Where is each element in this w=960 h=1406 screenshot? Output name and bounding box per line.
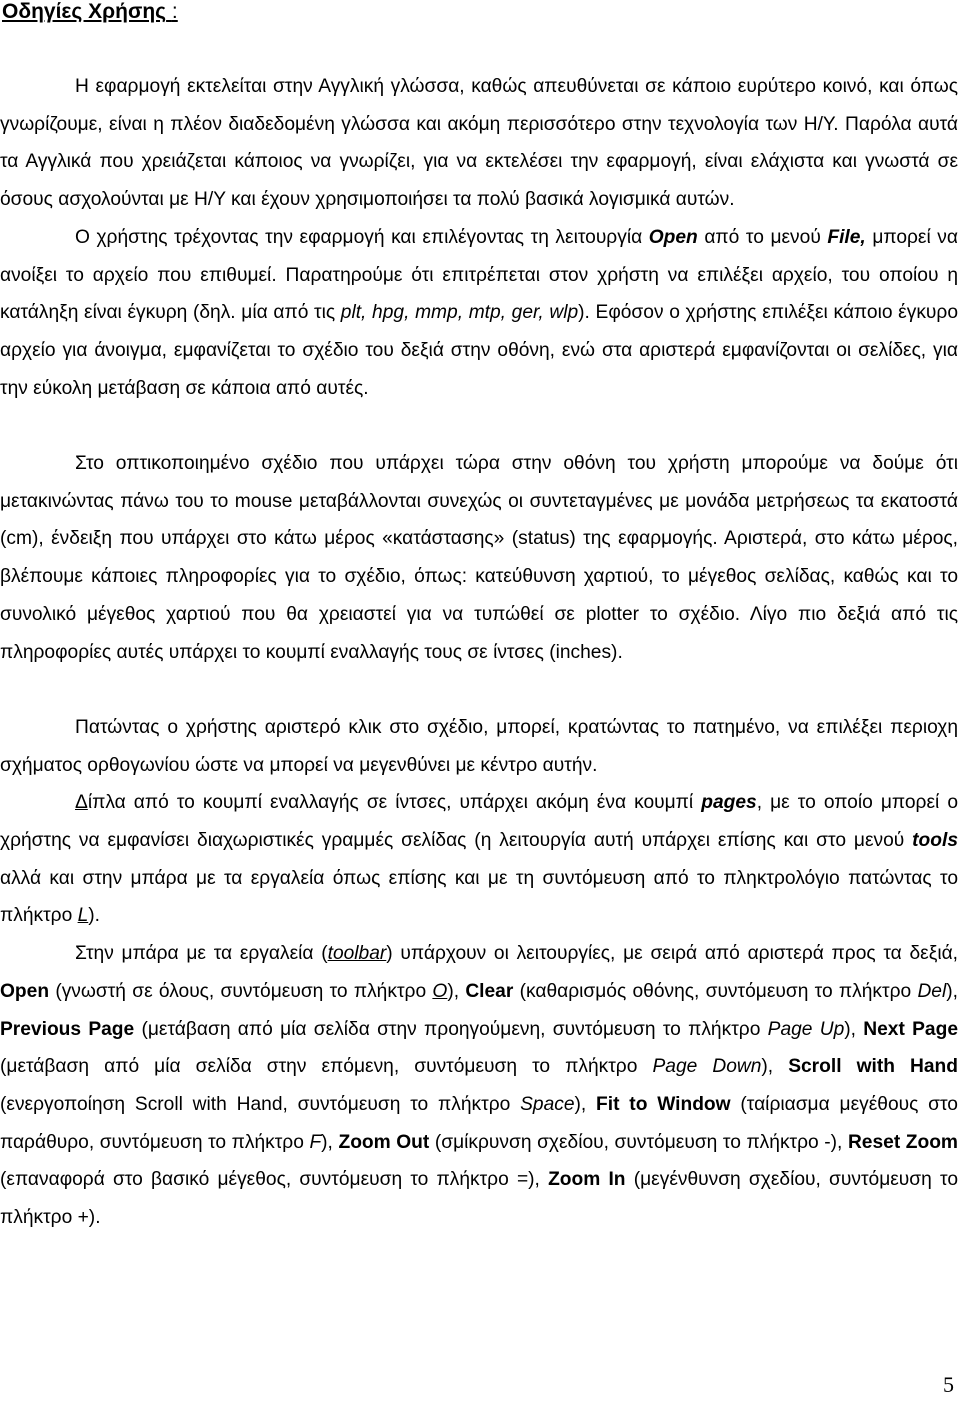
emphasized-text: Page Up xyxy=(767,1018,845,1040)
emphasized-text: toolbar xyxy=(327,943,387,965)
emphasized-text: Previous Page xyxy=(0,1018,135,1040)
text-run: (επαναφορά στο βασικό μέγεθος, συντόμευση το πλήκτρο =), xyxy=(0,1169,549,1191)
text-run: (γνωστή σε όλους, συντόμευση το πλήκτρο xyxy=(49,980,433,1002)
text-run: αλλά και στην μπάρα με τα εργαλεία όπως επίσης και με τη συντόμευση από το πληκτρολόγιο πατώντας το πλήκτρο xyxy=(0,867,958,927)
emphasized-text: tools xyxy=(912,830,958,852)
heading-title: Οδηγίες Χρήσης xyxy=(2,0,167,23)
emphasized-text: Scroll with Hand xyxy=(788,1056,958,1078)
emphasized-text: Fit to Window xyxy=(596,1093,731,1115)
text-run: ) υπάρχουν οι λειτουργίες, με σειρά από αριστερά προς τα δεξιά, xyxy=(386,943,959,965)
text-run: ), xyxy=(844,1018,864,1040)
text-run: μπορεί να ανοίξει το αρχείο που επιθυμεί. Παρατηρούμε ότι επιτρέπεται στον χρήστη να επιλέξει αρχείο, του οποίου η κατάληξη είναι έγκυρη (δηλ. μία από τις xyxy=(0,226,958,324)
text-run: ), xyxy=(447,980,466,1002)
text-run: από το μενού xyxy=(697,226,828,248)
text-run: , με το οποίο μπορεί ο χρήστης να εμφανίσει διαχωριστικές γραμμές σελίδας (η λειτουργία αυτή υπάρχει επίσης και στο μενού xyxy=(0,792,959,852)
heading-colon: : xyxy=(171,0,178,23)
text-run: ), xyxy=(761,1056,789,1078)
paragraph-zoom-select xyxy=(0,709,958,784)
document-body xyxy=(0,68,958,1237)
emphasized-text: Page Down xyxy=(652,1056,762,1078)
emphasized-text: Space xyxy=(520,1093,575,1115)
text-run: Στο οπτικοποιημένο σχέδιο που υπάρχει τώρα στην οθόνη του χρήστη μπορούμε να δούμε ότι μετακινώντας πάνω του το mouse μεταβάλλονται συνεχώς οι συντεταγμένες με μονάδα μετρήσεως τα εκατοστά (cm), ένδειξη που υπάρχει στο κάτω μέρος «κατάστασης» (status) της εφαρμογής. Αριστερά, στο κάτω μέρος, βλέπουμε κάποιες πληροφορίες για το σχέδιο, όπως: κατεύθυνση χαρτιού, το μέγεθος σελίδας, καθώς και το συνολικό μέγεθος χαρτιού που θα χρειαστεί για να τυπώθεί σε plotter το σχέδιο. Λίγο πιο δεξιά από τις πληροφορίες αυτές υπάρχει το κουμπί εναλλαγής τους σε ίντσες (inches). xyxy=(0,453,958,663)
emphasized-text: plt, hpg, mmp, mtp, ger, wlp xyxy=(340,302,579,324)
paragraph-pages-button xyxy=(0,784,958,935)
text-run: Ο χρήστης τρέχοντας την εφαρμογή και επιλέγοντας τη λειτουργία xyxy=(75,226,649,248)
text-run: ), xyxy=(321,1131,339,1153)
paragraph-intro xyxy=(0,68,958,219)
paragraph-coordinates xyxy=(0,445,958,671)
text-run: Στην μπάρα με τα εργαλεία ( xyxy=(75,943,328,965)
emphasized-text: Clear xyxy=(465,980,514,1002)
text-run: Πατώντας ο χρήστης αριστερό κλικ στο σχέδιο, μπορεί, κρατώντας το πατημένο, να επιλέξει περιοχη σχήματος ορθογωνίου ώστε να μπορεί να μεγενθύνει με κέντρο αυτήν. xyxy=(0,716,958,776)
text-run: ), xyxy=(946,980,958,1002)
paragraph-toolbar xyxy=(0,935,958,1237)
emphasized-text: F xyxy=(309,1131,322,1153)
emphasized-text: Open xyxy=(0,980,50,1002)
text-run: ). xyxy=(88,905,100,927)
page-heading xyxy=(2,0,178,24)
text-run: (μεγένθυνση σχεδίου, συντόμευση το πλήκτρο +). xyxy=(0,1169,958,1229)
emphasized-text: Reset Zoom xyxy=(847,1131,958,1153)
paragraph-open-file xyxy=(0,219,958,408)
emphasized-text: Δ xyxy=(75,792,88,814)
text-run: (σμίκρυνση σχεδίου, συντόμευση το πλήκτρο -), xyxy=(429,1131,848,1153)
text-run: Η εφαρμογή εκτελείται στην Αγγλική γλώσσα, καθώς απευθύνεται σε κάποιο ευρύτερο κοινό, και όπως γνωρίζουμε, είναι η πλέον διαδεδομένη γλώσσα και ακόμη περισσότερο στην τεχνολογία των Η/Υ. Παρόλα αυτά τα Αγγλικά που χρειάζεται κάποιος να γνωρίζει, για να εκτελέσει την εφαρμογή, είναι ελάχιστα και γνωστά σε όσους ασχολούνται με Η/Υ και έχουν χρησιμοποιήσει τα πολύ βασικά λογισμικά αυτών. xyxy=(0,76,958,211)
emphasized-text: pages xyxy=(701,792,757,814)
text-run: (καθαρισμός οθόνης, συντόμευση το πλήκτρο xyxy=(513,980,918,1002)
emphasized-text: File, xyxy=(827,226,866,248)
emphasized-text: O xyxy=(432,980,448,1002)
emphasized-text: Zoom In xyxy=(548,1169,626,1191)
text-run: ίπλα από το κουμπί εναλλαγής σε ίντσες, υπάρχει ακόμη ένα κουμπί xyxy=(87,792,702,814)
text-run: (ενεργοποίηση Scroll with Hand, συντόμευση το πλήκτρο xyxy=(0,1093,521,1115)
text-run: ). Εφόσον ο χρήστης επιλέξει κάποιο έγκυρο αρχείο για άνοιγμα, εμφανίζεται το σχέδιο του δεξιά στην οθόνη, ενώ στα αριστερά εμφανίζονται οι σελίδες, για την εύκολη μετάβαση σε κάποια από αυτές. xyxy=(0,302,958,399)
emphasized-text: Del xyxy=(917,980,947,1002)
emphasized-text: L xyxy=(77,905,89,927)
emphasized-text: Zoom Out xyxy=(338,1131,430,1153)
emphasized-text: Open xyxy=(648,226,698,248)
paragraph-spacer xyxy=(0,407,958,445)
text-run: ), xyxy=(574,1093,597,1115)
paragraph-spacer xyxy=(0,671,958,709)
text-run: (ταίριασμα μεγέθους στο παράθυρο, συντόμευση το πλήκτρο xyxy=(0,1093,958,1153)
page-number: 5 xyxy=(943,1372,954,1397)
text-run: (μετάβαση από μία σελίδα στην επόμενη, συντόμευση το πλήκτρο xyxy=(0,1056,653,1078)
emphasized-text: Next Page xyxy=(863,1018,958,1040)
text-run: (μετάβαση από μία σελίδα στην προηγούμενη, συντόμευση το πλήκτρο xyxy=(134,1018,768,1040)
